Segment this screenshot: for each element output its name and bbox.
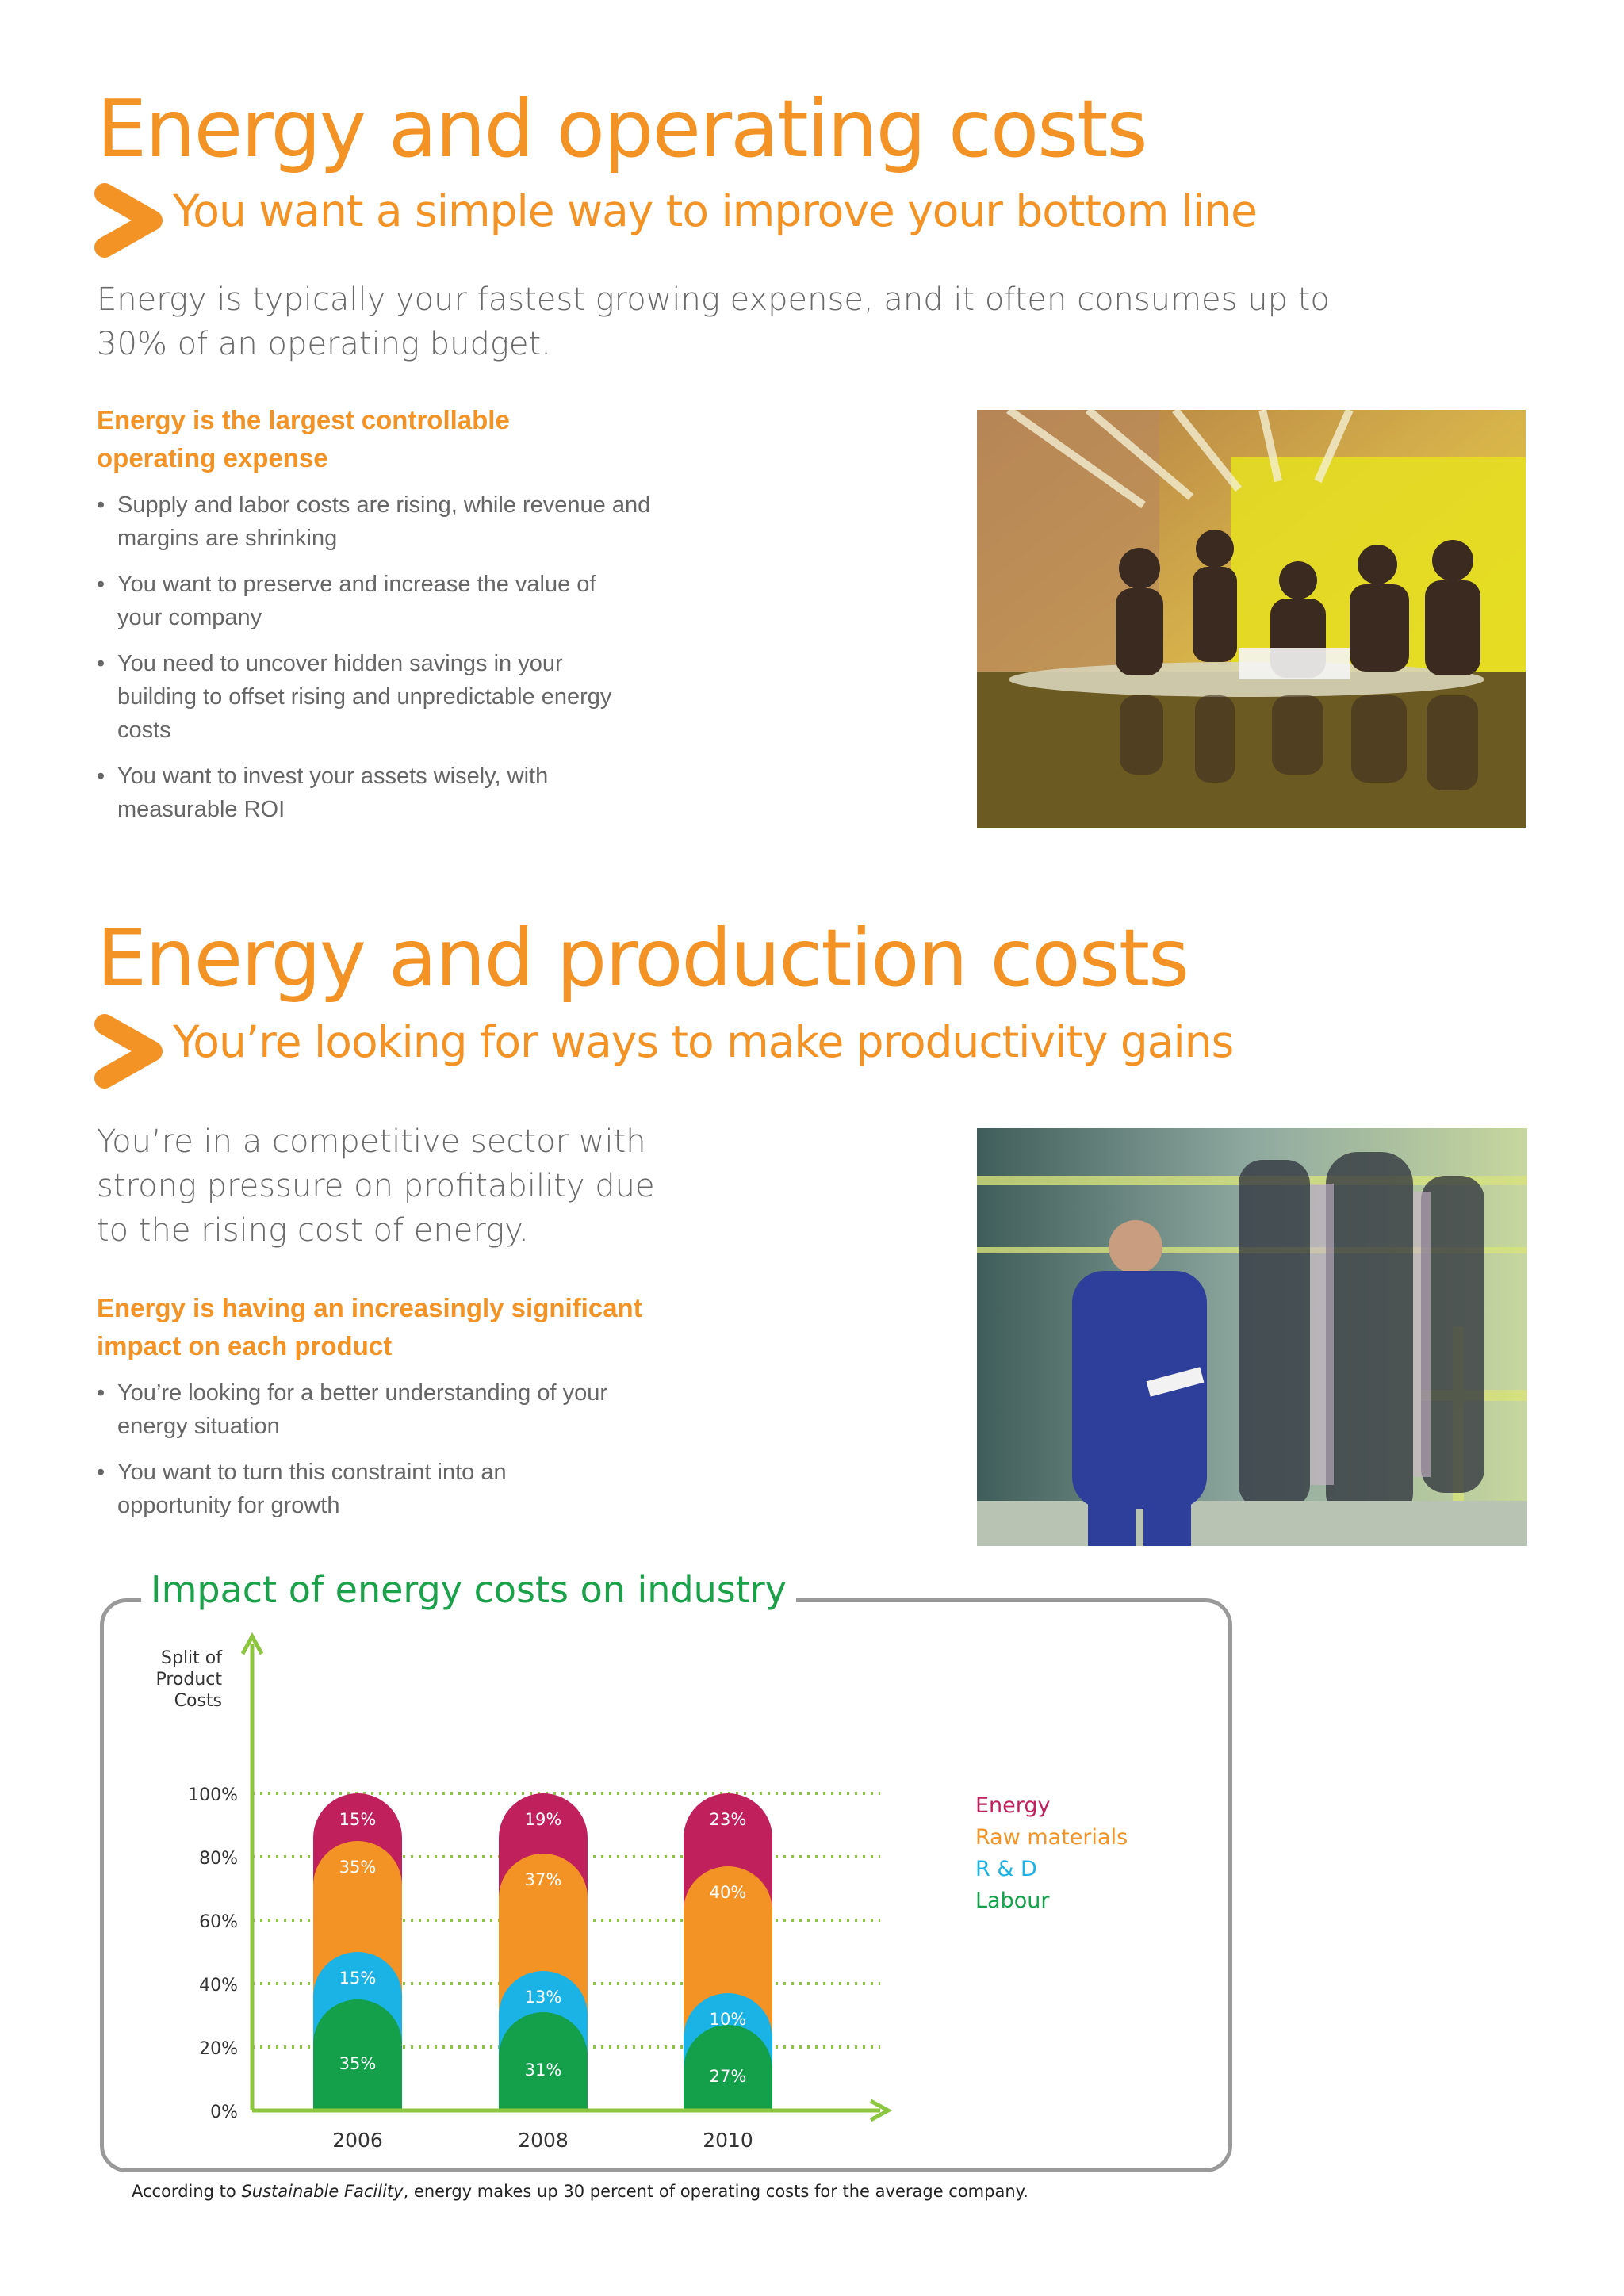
data-label: 40% — [709, 1883, 747, 1902]
section1-subhead: Energy is the largest controllable operating expense — [97, 405, 510, 473]
x-tick-label: 2010 — [703, 2129, 753, 2152]
chart-legend — [975, 1790, 1128, 1917]
legend-item-raw-materials: Raw materials — [975, 1825, 1128, 1850]
y-tick-label: 60% — [199, 1912, 238, 1932]
legend-item-rd: R & D — [975, 1857, 1037, 1881]
data-label: 15% — [339, 1969, 377, 1988]
data-label: 35% — [339, 2054, 377, 2073]
data-label: 35% — [339, 1858, 377, 1877]
y-axis-label: Costs — [174, 1691, 222, 1711]
data-label: 31% — [524, 2061, 562, 2080]
x-tick-label: 2008 — [518, 2129, 569, 2152]
list-item: • You need to uncover hidden savings in your building to offset rising and unpredictable energy costs — [97, 647, 652, 747]
y-tick-label: 20% — [199, 2039, 238, 2059]
data-label: 13% — [524, 1988, 562, 2007]
chart-title: Impact of energy costs on industry — [141, 1568, 796, 1611]
y-axis-label: Product — [155, 1670, 222, 1689]
list-item: • You’re looking for a better understanding of your energy situation — [97, 1376, 636, 1443]
y-tick-label: 80% — [199, 1849, 238, 1869]
data-label: 10% — [709, 2010, 747, 2029]
y-tick-label: 40% — [199, 1976, 238, 1996]
data-label: 37% — [524, 1870, 562, 1889]
section2-lead: You’re in a competitive sector with strong pressure on profitability due to the rising cost of energy. — [97, 1123, 655, 1249]
y-axis-label: Split of — [161, 1648, 222, 1668]
data-label: 15% — [339, 1810, 377, 1829]
data-label: 23% — [709, 1810, 747, 1829]
section2-subhead: Energy is having an increasingly significant impact on each product — [97, 1293, 642, 1360]
list-item: • You want to turn this constraint into an opportunity for growth — [97, 1456, 636, 1522]
list-item: • Supply and labor costs are rising, while revenue and margins are shrinking — [97, 488, 652, 555]
section1-title: Energy and operating costs — [97, 82, 1147, 175]
data-label: 19% — [524, 1810, 562, 1829]
list-item: • You want to invest your assets wisely, with measurable ROI — [97, 760, 652, 826]
legend-item-labour: Labour — [975, 1888, 1050, 1913]
section2-subtitle: You’re looking for ways to make productivity gains — [173, 1016, 1234, 1067]
legend-item-energy: Energy — [975, 1793, 1051, 1818]
x-tick-label: 2006 — [332, 2129, 383, 2152]
section1-subtitle: You want a simple way to improve your bottom line — [173, 186, 1258, 236]
y-tick-label: 0% — [210, 2103, 238, 2122]
section1-lead: Energy is typically your fastest growing expense, and it often consumes up to 30% of an operating budget. — [97, 281, 1330, 362]
section2-title: Energy and production costs — [97, 912, 1189, 1004]
y-tick-label: 100% — [188, 1785, 238, 1805]
data-label: 27% — [709, 2067, 747, 2086]
list-item: • You want to preserve and increase the value of your company — [97, 568, 652, 634]
chart-footnote: According to Sustainable Facility, energy makes up 30 percent of operating costs for the average company. — [132, 2182, 1028, 2201]
